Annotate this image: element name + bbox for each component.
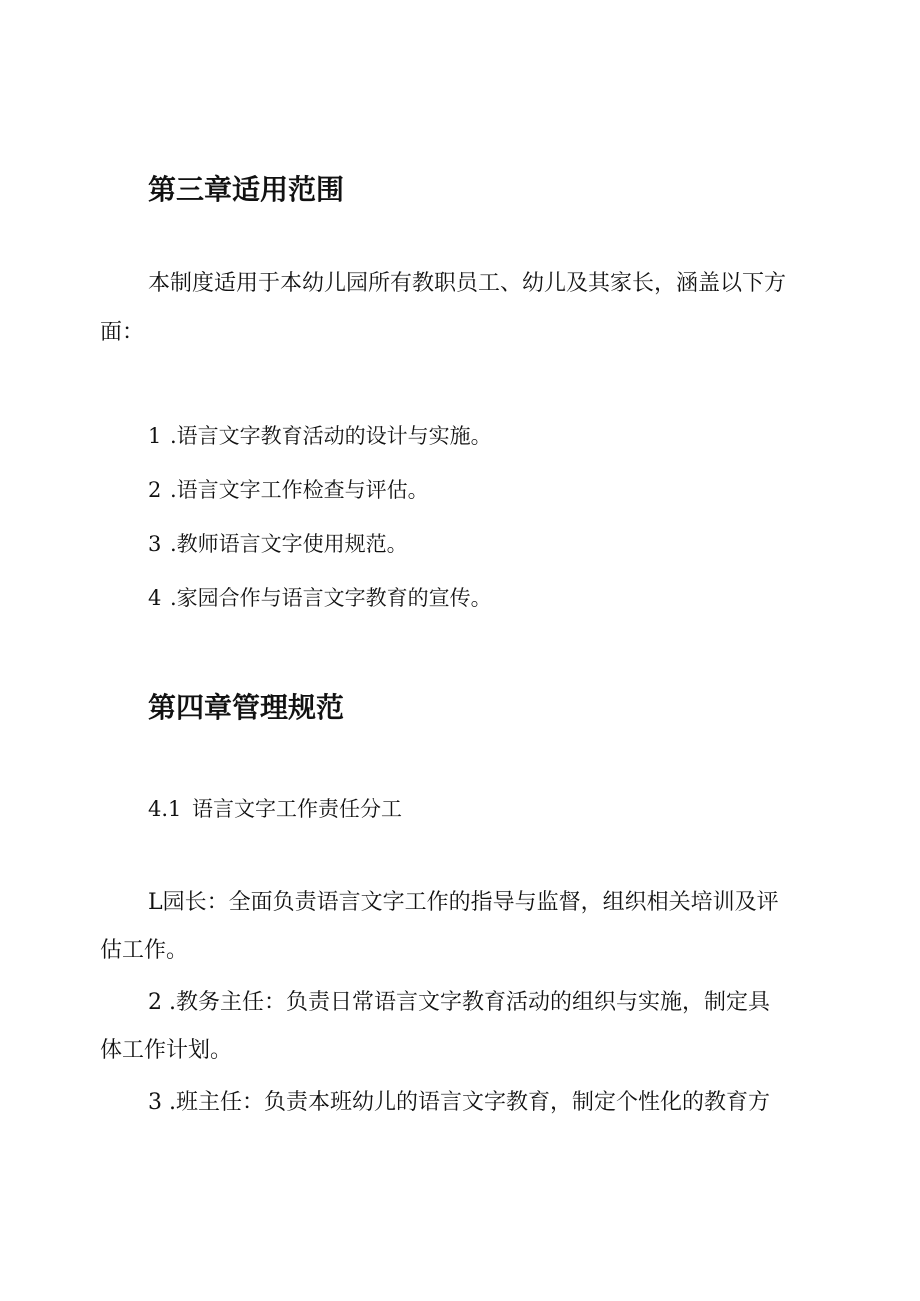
scope-list-item-1 [148, 420, 492, 450]
chapter-3-intro-line-2: 面： [100, 320, 145, 345]
duty-2-line-2: 体工作计划。 [100, 1038, 233, 1063]
list-item-text: .语言文字教育活动的设计与实施。 [170, 424, 492, 448]
chapter-3-heading: 第三章适用范围 [148, 173, 345, 206]
scope-list-item-2 [148, 474, 429, 504]
duty-1-line-2: 估工作。 [100, 938, 189, 963]
list-item-number: 2 [148, 478, 162, 502]
chapter-4-heading: 第四章管理规范 [148, 691, 345, 724]
list-item-number: 4 [148, 586, 162, 610]
chapter-3-intro-line-1: 本制度适用于本幼儿园所有教职员工、幼儿及其家长，涵盖以下方 [148, 271, 787, 296]
list-item-number: 1 [148, 424, 162, 448]
duty-2-line-1: 2 .教务主任：负责日常语言文字教育活动的组织与实施，制定具 [148, 990, 770, 1015]
scope-list-item-4 [148, 582, 492, 612]
section-number: 4.1 [148, 797, 182, 821]
duty-3-line-1: 3 .班主任：负责本班幼儿的语言文字教育，制定个性化的教育方 [148, 1090, 770, 1115]
duty-1-line-1: L园长：全面负责语言文字工作的指导与监督，组织相关培训及评 [148, 890, 779, 915]
section-title: 语言文字工作责任分工 [192, 797, 402, 821]
list-item-text: .家园合作与语言文字教育的宣传。 [170, 586, 492, 610]
scope-list-item-3 [148, 528, 408, 558]
list-item-text: .教师语言文字使用规范。 [170, 532, 408, 556]
list-item-text: .语言文字工作检查与评估。 [170, 478, 429, 502]
list-item-number: 3 [148, 532, 162, 556]
section-4-1-heading [148, 793, 402, 823]
